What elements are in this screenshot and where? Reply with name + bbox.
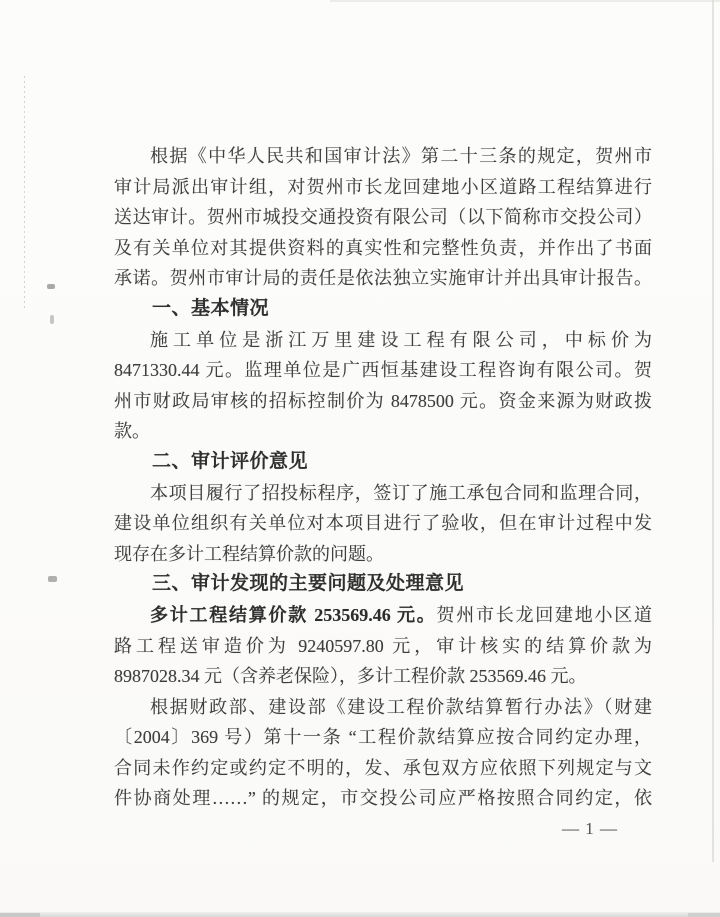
scan-edge-right — [712, 0, 714, 862]
text-line: 根据财政部、建设部《建设工程价款结算暂行办法》（财建 — [150, 696, 652, 717]
scan-edge-bottom-left — [0, 913, 40, 917]
scan-edge-top — [330, 0, 720, 2]
text-line: 送达审计。贺州市城投交通投资有限公司（以下简称市交投公司） — [114, 207, 652, 228]
text-line: 承诺。贺州市审计局的责任是依法独立实施审计并出具审计报告。 — [114, 268, 652, 289]
text-line: 合同未作约定或约定不明的，发、承包双方应依照下列规定与文 — [114, 757, 652, 778]
section-heading-main-problems: 三、审计发现的主要问题及处理意见 — [152, 573, 465, 595]
text-line: 8987028.34 元（含养老保险），多计工程价款 253569.46 元。 — [114, 666, 587, 687]
scan-speck — [50, 315, 54, 324]
text-line: 路工程送审造价为 9240597.80 元，审计核实的结算价款为 — [114, 635, 652, 656]
text-line: 建设单位组织有关单位对本项目进行了验收，但在审计过程中发 — [114, 513, 652, 534]
text-line: 施工单位是浙江万里建设工程有限公司，中标价为 — [150, 329, 652, 350]
text-line: 款。 — [114, 421, 150, 442]
text-line: 本项目履行了招投标程序，签订了施工承包合同和监理合同， — [150, 482, 652, 503]
section-heading-basic-info: 一、基本情况 — [152, 297, 270, 319]
text-line: 根据《中华人民共和国审计法》第二十三条的规定，贺州市 — [150, 146, 652, 166]
scan-edge-bottom — [0, 912, 720, 917]
text-line: 〔2004〕369 号）第十一条 “工程价款结算应按合同约定办理， — [114, 727, 652, 748]
text-line-overcount — [114, 600, 652, 631]
scan-speck — [48, 576, 57, 582]
text-line: 及有关单位对其提供资料的真实性和完整性负责，并作出了书面 — [114, 237, 652, 258]
scan-edge-bottom-right — [688, 913, 720, 917]
section-heading-audit-opinion: 二、审计评价意见 — [152, 450, 309, 472]
text-line: 州市财政局审核的招标控制价为 8478500 元。资金来源为财政拨 — [114, 390, 652, 411]
overcount-rest: 贺州市长龙回建地小区道 — [436, 604, 652, 625]
text-line: 件协商处理……” 的规定，市交投公司应严格按照合同约定，依 — [114, 788, 652, 809]
scan-speck — [47, 284, 55, 289]
text-line: 审计局派出审计组，对贺州市长龙回建地小区道路工程结算进行 — [114, 176, 652, 197]
overcount-amount-bold: 多计工程结算价款 253569.46 元。 — [150, 604, 437, 625]
text-line: 8471330.44 元。监理单位是广西恒基建设工程咨询有限公司。贺 — [114, 360, 652, 381]
document-body — [114, 141, 652, 814]
scan-fold-line — [24, 76, 25, 310]
text-line: 现存在多计工程结算价款的问题。 — [114, 543, 384, 564]
page-number: — 1 — — [562, 819, 618, 838]
